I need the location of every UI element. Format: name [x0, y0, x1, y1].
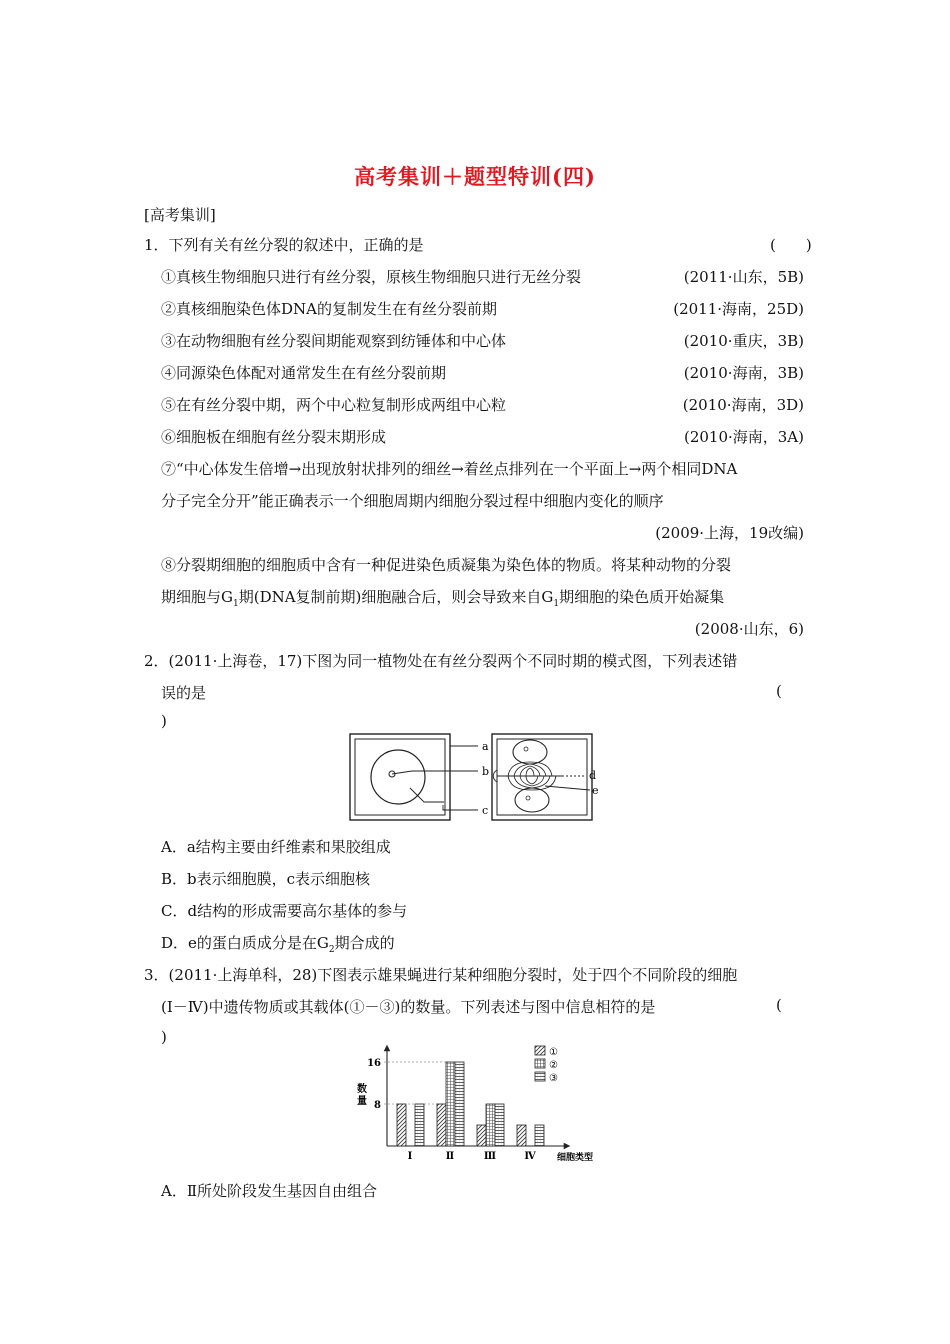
- section-heading: [高考集训]: [144, 206, 216, 224]
- q3-option-a: A．Ⅱ所处阶段发生基因自由组合: [161, 1182, 378, 1200]
- bar-2-series-2: [446, 1062, 455, 1146]
- cell-division-diagram: [340, 728, 610, 828]
- daughter-nucleus-top: [513, 740, 547, 764]
- label-d: d: [589, 769, 597, 782]
- q1-answer-bracket: ( ): [770, 236, 812, 254]
- bar-2-series-1: [437, 1104, 446, 1146]
- y-axis-label-char-0: 数: [357, 1084, 367, 1095]
- q1-item-1: ①真核生物细胞只进行有丝分裂，原核生物细胞只进行无丝分裂: [161, 268, 582, 286]
- q1-item-8-line1: ⑧分裂期细胞的细胞质中含有一种促进染色质凝集为染色体的物质。将某种动物的分裂: [161, 556, 732, 574]
- q2-stem-line1: 2．(2011·上海卷，17)下图为同一植物处在有丝分裂两个不同时期的模式图，下列表述错: [144, 652, 738, 670]
- q2-option-b: B．b表示细胞膜，c表示细胞核: [161, 870, 371, 888]
- q3-bracket-open: (: [776, 996, 782, 1014]
- q1-item-6: ⑥细胞板在细胞有丝分裂末期形成: [161, 428, 387, 446]
- bar-1-series-1: [397, 1104, 406, 1146]
- q3-stem-line2: (Ⅰ－Ⅳ)中遗传物质或其载体(①－③)的数量。下列表述与图中信息相符的是: [161, 998, 656, 1016]
- q1-item-2-source: (2011·海南，25D): [673, 300, 804, 318]
- q3-stem-line1: 3．(2011·上海单科，28)下图表示雄果蝇进行某种细胞分裂时，处于四个不同阶段的细胞: [144, 966, 738, 984]
- label-e: e: [592, 784, 599, 797]
- legend-swatch-3: [535, 1072, 545, 1081]
- bar-1-series-3: [415, 1104, 424, 1146]
- bar-2-series-3: [455, 1062, 464, 1146]
- legend-swatch-1: [535, 1046, 545, 1055]
- label-b: b: [482, 765, 490, 778]
- bar-4-series-3: [535, 1125, 544, 1146]
- y-tick-label-16: 16: [367, 1058, 381, 1069]
- bar-3-series-2: [486, 1104, 495, 1146]
- legend-label-3: ③: [549, 1073, 558, 1084]
- x-axis-label: 细胞类型: [556, 1153, 594, 1163]
- x-tick-label-3: Ⅲ: [483, 1151, 497, 1162]
- q1-item-8-source: (2008·山东，6): [694, 620, 804, 638]
- q1-item-6-source: (2010·海南，3A): [683, 428, 804, 446]
- x-tick-label-4: Ⅳ: [524, 1151, 536, 1162]
- legend-label-1: ①: [549, 1047, 558, 1058]
- left-cell-wall-outer: [350, 734, 450, 820]
- q1-item-4: ④同源染色体配对通常发生在有丝分裂前期: [161, 364, 447, 382]
- x-tick-label-1: Ⅰ: [407, 1151, 413, 1162]
- bar-3-series-1: [477, 1125, 486, 1146]
- q1-item-4-source: (2010·海南，3B): [683, 364, 804, 382]
- y-axis-label-char-1: 量: [357, 1096, 367, 1107]
- label-c: c: [482, 804, 489, 817]
- q1-item-7-source: (2009·上海，19改编): [655, 524, 804, 542]
- q1-item-8-line2: 期细胞与$G_1$期(DNA复制前期)细胞融合后，则会导致来自$G_1$期细胞的染色质开始凝集: [161, 588, 725, 609]
- q1-item-3-source: (2010·重庆，3B): [683, 332, 804, 350]
- q2-option-a: A．a结构主要由纤维素和果胶组成: [161, 838, 391, 856]
- q2-option-c: C．d结构的形成需要高尔基体的参与: [161, 902, 408, 920]
- q2-stem-line2: 误的是: [161, 684, 207, 702]
- q3-bracket-close: ): [161, 1028, 167, 1046]
- bar-4-series-1: [517, 1125, 526, 1146]
- q2-option-d: D．e的蛋白质成分是在$G_2$期合成的: [161, 934, 395, 955]
- daughter-nucleus-bottom: [515, 788, 549, 812]
- left-cell-nucleus: [371, 750, 425, 804]
- q2-bracket-open: (: [776, 682, 782, 700]
- legend-swatch-2: [535, 1059, 545, 1068]
- q1-item-5: ⑤在有丝分裂中期，两个中心粒复制形成两组中心粒: [161, 396, 507, 414]
- legend-label-2: ②: [549, 1060, 558, 1071]
- q1-item-2: ②真核细胞染色体DNA的复制发生在有丝分裂前期: [161, 300, 497, 318]
- x-tick-label-2: Ⅱ: [445, 1151, 455, 1162]
- q1-stem: 1．下列有关有丝分裂的叙述中，正确的是: [144, 236, 424, 254]
- y-tick-label-8: 8: [374, 1100, 381, 1111]
- cell-count-bar-chart: [345, 1042, 605, 1170]
- label-a: a: [482, 740, 489, 753]
- q1-item-7-line2: 分子完全分开”能正确表示一个细胞周期内细胞分裂过程中细胞内变化的顺序: [161, 492, 664, 510]
- bar-3-series-3: [495, 1104, 504, 1146]
- q1-item-7-line1: ⑦“中心体发生倍增→出现放射状排列的细丝→着丝点排列在一个平面上→两个相同DNA: [161, 460, 738, 478]
- q1-item-5-source: (2010·海南，3D): [682, 396, 804, 414]
- page-title: 高考集训＋题型特训(四): [354, 164, 596, 189]
- q1-item-1-source: (2011·山东，5B): [683, 268, 804, 286]
- q2-bracket-close: ): [161, 712, 167, 730]
- q1-item-3: ③在动物细胞有丝分裂间期能观察到纺锤体和中心体: [161, 332, 507, 350]
